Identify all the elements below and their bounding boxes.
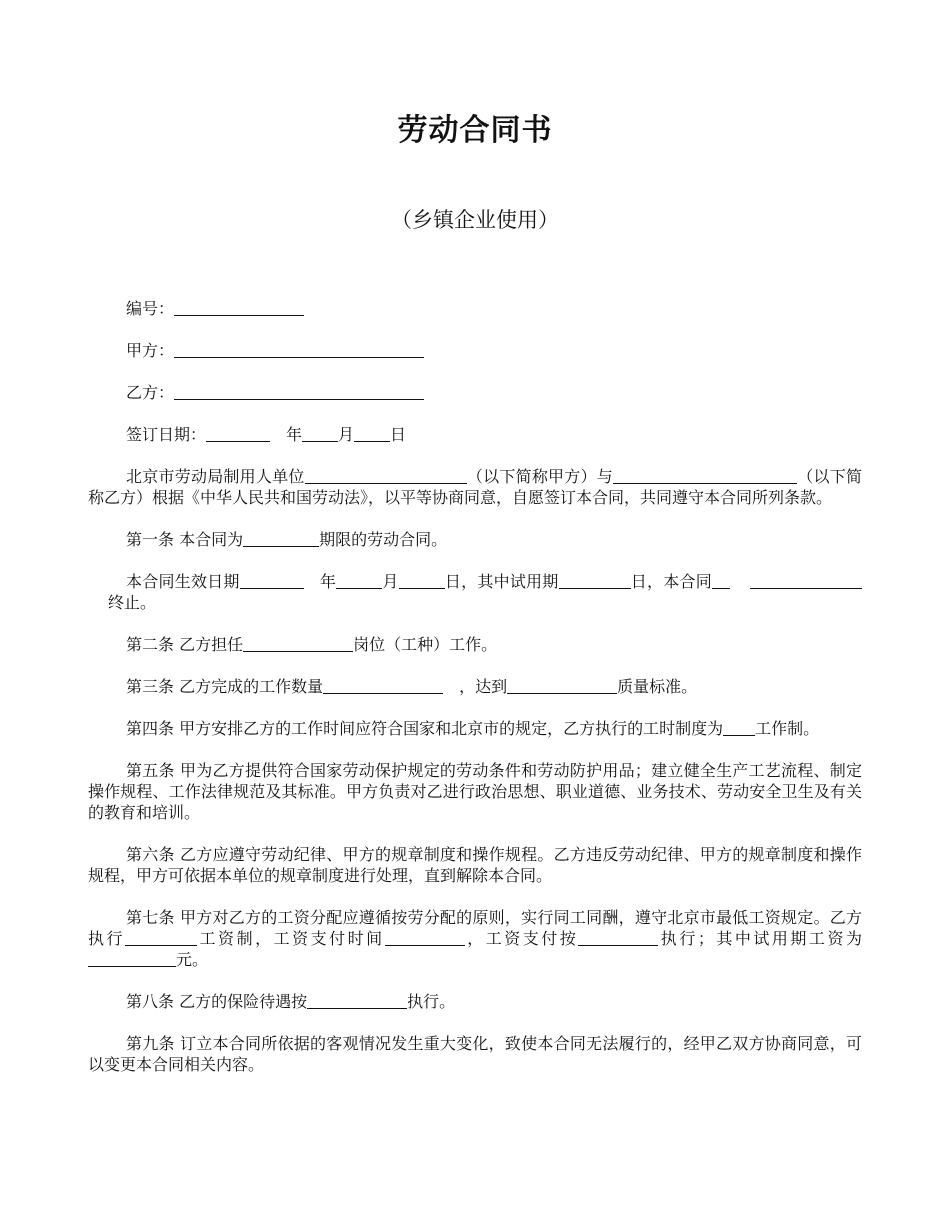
effective-year-blank[interactable] xyxy=(240,573,304,589)
article-3-text-c: 质量标准。 xyxy=(617,677,698,696)
article-7-text-a: 第七条 甲方对乙方的工资分配应遵循按劳分配的原则，实行同工同酬，遵守北京市最低工资规定。乙方执行 xyxy=(88,908,862,948)
field-party-a xyxy=(88,340,862,361)
intro-text-a: 北京市劳动局制用人单位 xyxy=(126,467,305,486)
article-5: 第五条 甲为乙方提供符合国家劳动保护规定的劳动条件和劳动防护用品；建立健全生产工艺流程、制定操作规程、工作法律规范及其标准。甲方负责对乙进行政治思想、职业道德、业务技术、劳动安全卫生及有关的教育和培训。 xyxy=(88,761,862,822)
effective-day-text: 日，其中试用期 xyxy=(444,572,559,591)
intro-text-c: （以下简称乙方）根据《中华人民共和国劳动法》，以平等协商同意，自愿签订本合同，共同遵守本合同所列条款。 xyxy=(88,467,862,507)
article-7-text-b: 工资制，工资支付时间 xyxy=(197,929,385,948)
quality-blank[interactable] xyxy=(507,678,617,694)
end-blank-a[interactable] xyxy=(712,573,730,589)
party-b-blank[interactable] xyxy=(174,384,424,400)
insurance-blank[interactable] xyxy=(307,993,407,1009)
party-a-label: 甲方： xyxy=(126,341,175,360)
article-1-text-a: 第一条 本合同为 xyxy=(126,530,244,549)
intro-text-b: （以下简称甲方）与 xyxy=(466,467,614,486)
field-party-b xyxy=(88,382,862,403)
position-blank[interactable] xyxy=(243,636,353,652)
employer-blank[interactable] xyxy=(305,468,467,484)
effective-year-label: 年 xyxy=(319,572,337,591)
article-7-text-c: ，工资支付按 xyxy=(464,929,579,948)
probation-wage-blank[interactable] xyxy=(88,951,176,967)
article-8 xyxy=(88,991,862,1012)
article-4 xyxy=(88,718,862,739)
pay-method-blank[interactable] xyxy=(578,930,658,946)
effective-text-a: 本合同生效日期 xyxy=(126,572,240,591)
article-1 xyxy=(88,529,862,550)
day-label: 日 xyxy=(390,425,407,444)
effective-date-paragraph xyxy=(88,571,862,613)
month-label: 月 xyxy=(338,425,355,444)
employee-blank[interactable] xyxy=(613,468,797,484)
work-quantity-blank[interactable] xyxy=(323,678,443,694)
article-8-text-a: 第八条 乙方的保险待遇按 xyxy=(126,992,308,1011)
article-7-text-d: 执行；其中试用期工资为 xyxy=(658,929,862,948)
document-subtitle: （乡镇企业使用） xyxy=(391,208,559,232)
article-4-text-a: 第四条 甲方安排乙方的工作时间应符合国家和北京市的规定，乙方执行的工时制度为 xyxy=(126,719,724,738)
effective-text-c: 终止。 xyxy=(108,593,157,612)
pay-time-blank[interactable] xyxy=(385,930,465,946)
term-blank[interactable] xyxy=(243,531,319,547)
article-1-text-b: 期限的劳动合同。 xyxy=(319,530,448,549)
contract-body xyxy=(88,298,862,1096)
article-3-text-a: 第三条 乙方完成的工作数量 xyxy=(126,677,324,696)
article-2 xyxy=(88,634,862,655)
sign-day-blank[interactable] xyxy=(354,426,390,442)
field-sign-date xyxy=(88,424,862,445)
probation-blank[interactable] xyxy=(559,573,631,589)
intro-paragraph xyxy=(88,466,862,508)
sign-year-blank[interactable] xyxy=(206,426,270,442)
party-a-blank[interactable] xyxy=(174,342,424,358)
party-b-label: 乙方： xyxy=(126,383,175,402)
article-2-text-a: 第二条 乙方担任 xyxy=(126,635,244,654)
article-4-text-b: 工作制。 xyxy=(755,719,820,738)
article-3-text-b: ，达到 xyxy=(459,677,508,696)
effective-month-label: 月 xyxy=(382,572,399,591)
sign-month-blank[interactable] xyxy=(302,426,338,442)
article-8-text-b: 执行。 xyxy=(407,992,456,1011)
article-7-text-e: 元。 xyxy=(176,950,209,969)
document-title: 劳动合同书 xyxy=(397,113,553,148)
number-blank[interactable] xyxy=(174,300,304,316)
article-7 xyxy=(88,907,862,970)
hours-system-blank[interactable] xyxy=(723,720,755,736)
article-2-text-b: 岗位（工种）工作。 xyxy=(353,635,498,654)
article-9: 第九条 订立本合同所依据的客观情况发生重大变化，致使本合同无法履行的，经甲乙双方协商同意，可以变更本合同相关内容。 xyxy=(88,1034,862,1074)
field-number xyxy=(88,298,862,319)
effective-text-b: 日，本合同 xyxy=(630,572,712,591)
sign-date-label: 签订日期： xyxy=(126,425,207,444)
effective-day-blank[interactable] xyxy=(399,573,445,589)
wage-system-blank[interactable] xyxy=(125,930,197,946)
year-label: 年 xyxy=(286,425,303,444)
end-blank-b[interactable] xyxy=(750,573,862,589)
article-3 xyxy=(88,676,862,697)
effective-month-blank[interactable] xyxy=(336,573,382,589)
number-label: 编号： xyxy=(126,299,175,318)
article-6: 第六条 乙方应遵守劳动纪律、甲方的规章制度和操作规程。乙方违反劳动纪律、甲方的规章制度和操作规程，甲方可依据本单位的规章制度进行处理，直到解除本合同。 xyxy=(88,845,862,885)
